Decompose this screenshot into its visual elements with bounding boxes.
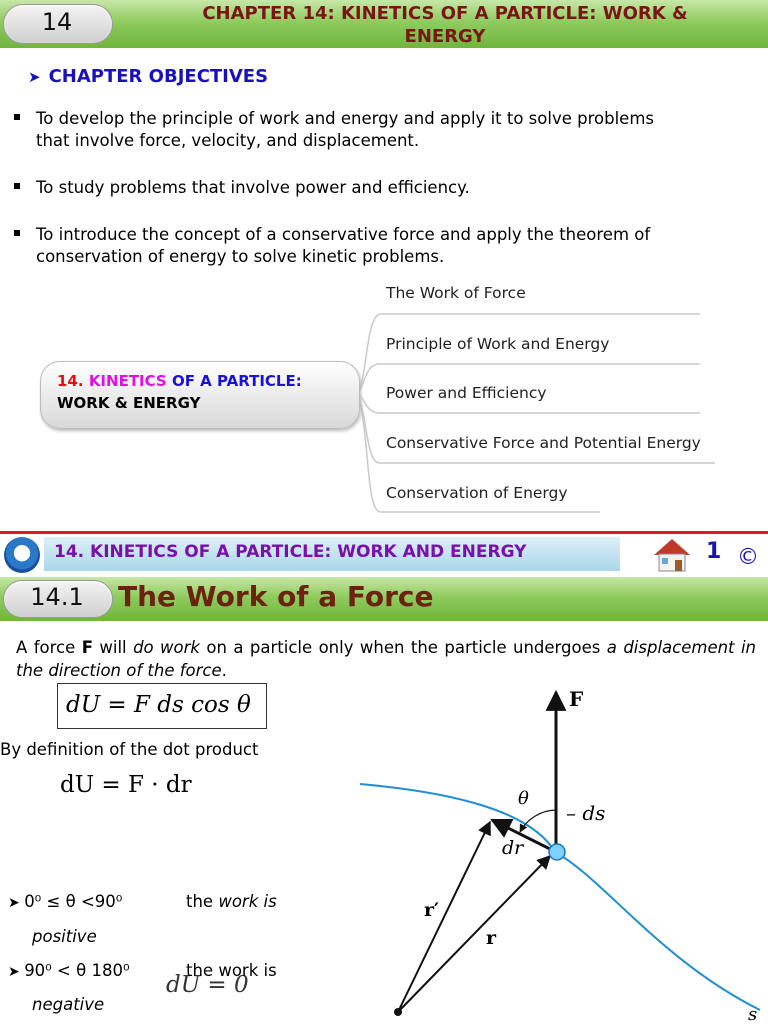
slide-topbar-title: 14. KINETICS OF A PARTICLE: WORK AND ENERGY [54,542,527,562]
label-r-prime: r′ [424,899,440,921]
arrow-bullet-icon: ➤ [28,68,41,86]
chapter-title: CHAPTER 14: KINETICS OF A PARTICLE: WORK & ENERGY [202,3,688,47]
particle [549,844,565,860]
label-ds: – ds [566,801,606,825]
label-F: F [569,687,584,711]
label-dr: dr [502,837,524,859]
work-force-diagram [340,680,768,1024]
square-bullet-icon [14,183,20,189]
objective-item: To develop the principle of work and energy and apply it to solve problems that involve force, velocity, and displacement. [14,108,758,152]
position-vector-r [398,856,550,1012]
condition-positive-result: the work is [186,892,277,911]
origin-point [394,1008,402,1016]
label-r: r [486,927,497,949]
arrow-bullet-icon: ➤ [8,964,25,980]
dot-product-text: By definition of the dot product [0,740,259,759]
equation-work-scalar: dU = F ds cos θ [66,692,251,718]
condition-negative: ➤ 90⁰ < θ 180⁰ [8,961,130,980]
arrow-bullet-icon: ➤ [8,895,25,911]
slide-divider [0,531,768,534]
home-icon[interactable] [652,537,692,573]
square-bullet-icon [14,230,20,236]
mindmap-branch: The Work of Force [386,284,526,302]
condition-positive: ➤ 0⁰ ≤ θ <90⁰ [8,892,123,911]
objectives-heading: ➤ CHAPTER OBJECTIVES [28,66,269,87]
mindmap-branch: Principle of Work and Energy [386,335,610,353]
copyright-icon: © [737,545,759,570]
position-vector-rprime [398,822,490,1012]
mindmap-center-line1: 14. KINETICS OF A PARTICLE: [57,372,302,390]
equation-work-zero: dU = 0 [166,972,249,998]
mindmap-center-line2: WORK & ENERGY [57,394,201,412]
objective-item: To introduce the concept of a conservative force and apply the theorem of conservation of energy to solve kinetic problems. [14,224,758,268]
equation-work-vector: dU = F · dr [60,772,192,798]
condition-negative-word: negative [32,995,105,1014]
mindmap-branch: Conservation of Energy [386,484,568,502]
square-bullet-icon [14,114,20,120]
section-number: 14.1 [30,583,84,611]
label-theta: θ [518,788,529,809]
objective-item: To study problems that involve power and efficiency. [14,177,758,199]
label-s: s [748,1004,758,1024]
page-number: 1 [706,539,722,564]
path-curve [360,784,760,1010]
condition-negative-result: the work is [186,961,277,980]
chapter-number: 14 [41,8,73,36]
section-title: The Work of a Force [118,580,434,613]
mindmap-branch: Power and Efficiency [386,384,547,402]
university-logo-icon [4,537,40,573]
theta-arc [520,810,556,832]
condition-positive-word: positive [32,927,97,946]
work-definition-text: A force F will do work on a particle only when the particle undergoes a displacement in the direction of the force. [16,638,756,680]
mindmap-branch: Conservative Force and Potential Energy [386,434,701,452]
